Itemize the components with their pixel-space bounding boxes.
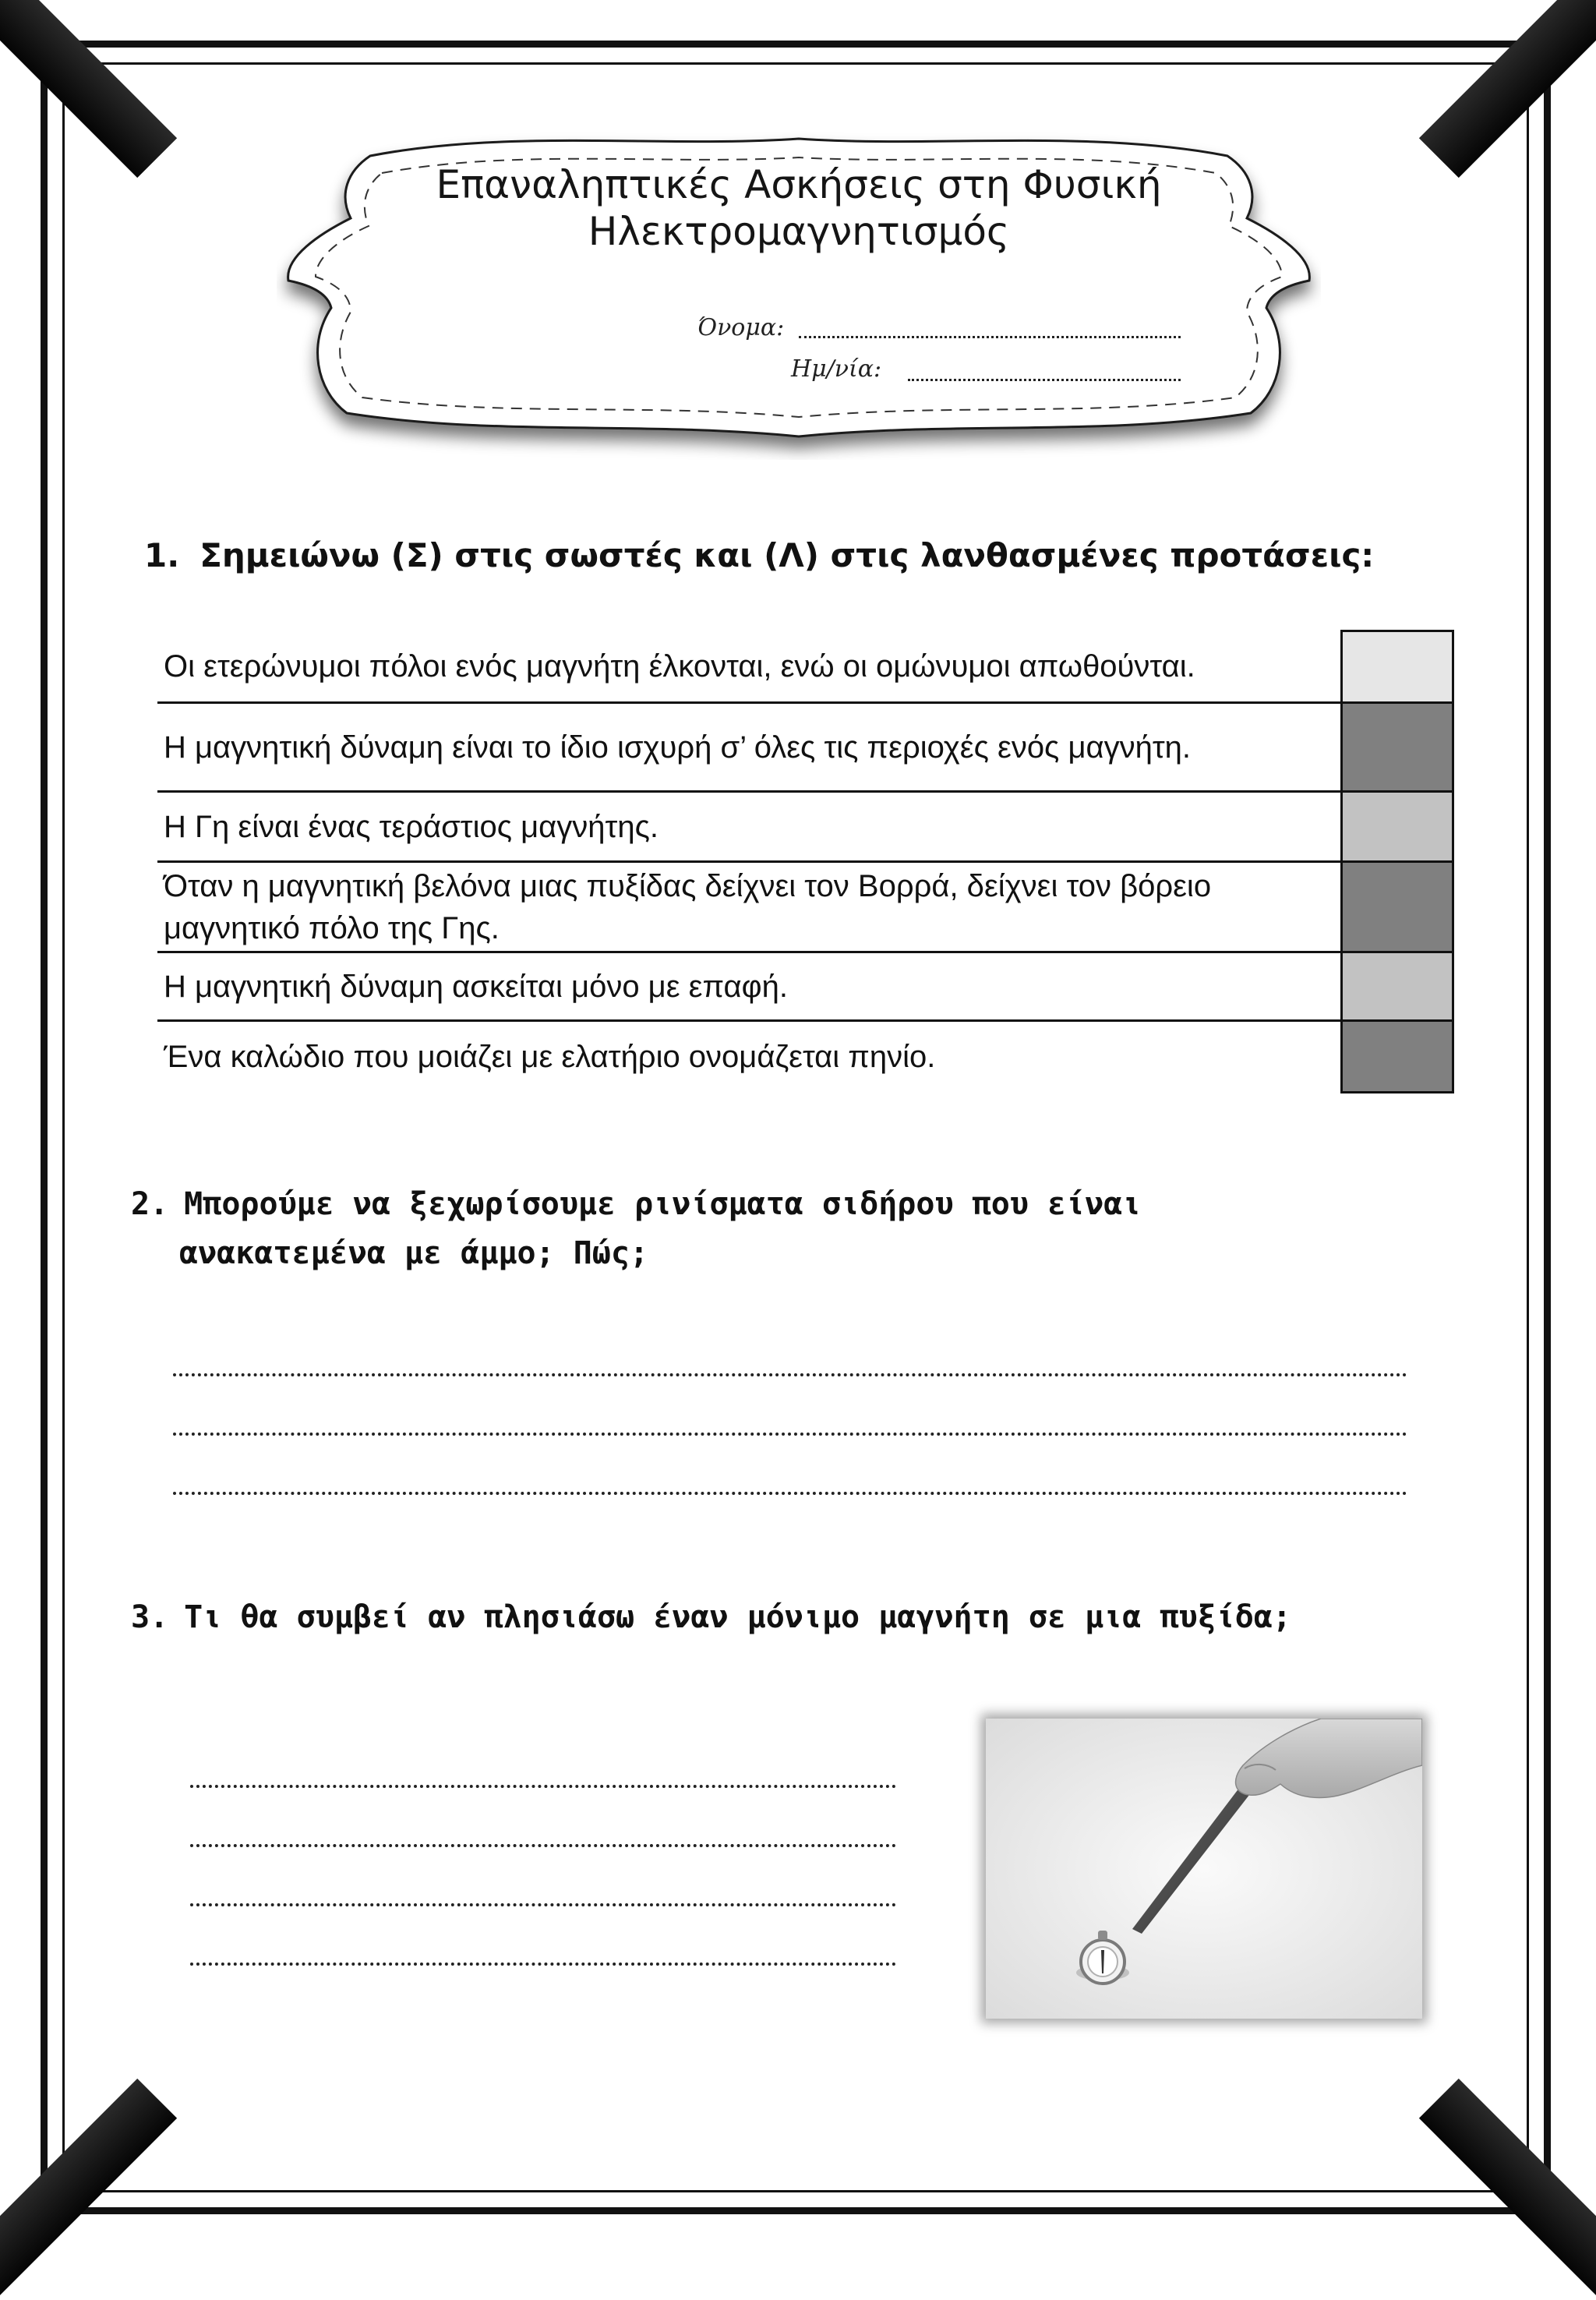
question-1-number: 1.: [144, 536, 180, 574]
answer-box[interactable]: [1342, 952, 1453, 1021]
statement-text: Ένα καλώδιο που μοιάζει με ελατήριο ονομάζεται πηνίο.: [164, 1040, 936, 1075]
answer-box[interactable]: [1342, 862, 1453, 952]
answer-line[interactable]: [190, 1785, 896, 1788]
question-2-number: 2.: [131, 1186, 169, 1222]
statement-text: Η μαγνητική δύναμη ασκείται μόνο με επαφή.: [157, 952, 1342, 1021]
date-label: Ημ/νία:: [791, 355, 882, 383]
date-field[interactable]: [908, 379, 1181, 381]
question-3-text: Τι θα συμβεί αν πλησιάσω έναν μόνιμο μαγνήτη σε μια πυξίδα;: [184, 1599, 1292, 1635]
name-field[interactable]: [799, 336, 1181, 338]
question-1-heading: [144, 536, 1374, 574]
magnet-compass-photo: [986, 1719, 1422, 2019]
answer-line[interactable]: [190, 1844, 896, 1847]
answer-box[interactable]: [1342, 631, 1453, 703]
table-row: [157, 792, 1453, 862]
answer-line[interactable]: [190, 1903, 896, 1906]
question-3-number: 3.: [131, 1599, 169, 1635]
statement-text: Η Γη είναι ένας τεράστιος μαγνήτης.: [157, 792, 1342, 862]
worksheet-title: Επαναληπτικές Ασκήσεις στη Φυσική: [436, 162, 1162, 207]
table-row: [157, 703, 1453, 792]
question-2-text-line-2: ανακατεμένα με άμμο; Πώς;: [179, 1235, 649, 1271]
magnet-compass-illustration: [986, 1719, 1422, 2019]
worksheet-subtitle: Ηλεκτρομαγνητισμός: [588, 209, 1010, 254]
table-row: [157, 631, 1453, 703]
answer-line[interactable]: [190, 1963, 896, 1966]
statement-text: Η μαγνητική δύναμη είναι το ίδιο ισχυρή σ’ όλες τις περιοχές ενός μαγνήτη.: [157, 703, 1342, 792]
answer-box[interactable]: [1342, 792, 1453, 862]
true-false-table: [157, 630, 1454, 1093]
answer-line[interactable]: [173, 1492, 1407, 1495]
question-3-heading: [131, 1599, 1291, 1635]
table-row: [157, 862, 1453, 952]
statement-text: Όταν η μαγνητική βελόνα μιας πυξίδας δείχνει τον Βορρά, δείχνει τον βόρειο μαγνητικό πόλο της Γης.: [157, 862, 1342, 952]
statement-text: Οι ετερώνυμοι πόλοι ενός μαγνήτη έλκονται, ενώ οι ομώνυμοι απωθούνται.: [157, 631, 1342, 703]
table-row: [157, 952, 1453, 1021]
answer-box[interactable]: [1342, 1021, 1453, 1093]
question-2-text-line-1: Μπορούμε να ξεχωρίσουμε ρινίσματα σιδήρου που είναι: [184, 1186, 1142, 1222]
answer-line[interactable]: [173, 1433, 1407, 1436]
table-row: [157, 1021, 1453, 1093]
answer-line[interactable]: [173, 1373, 1407, 1376]
name-label: Όνομα:: [697, 314, 785, 341]
question-2-heading: [131, 1186, 1141, 1222]
question-1-text: Σημειώνω (Σ) στις σωστές και (Λ) στις λανθασμένες προτάσεις:: [200, 536, 1375, 574]
answer-box[interactable]: [1342, 703, 1453, 792]
